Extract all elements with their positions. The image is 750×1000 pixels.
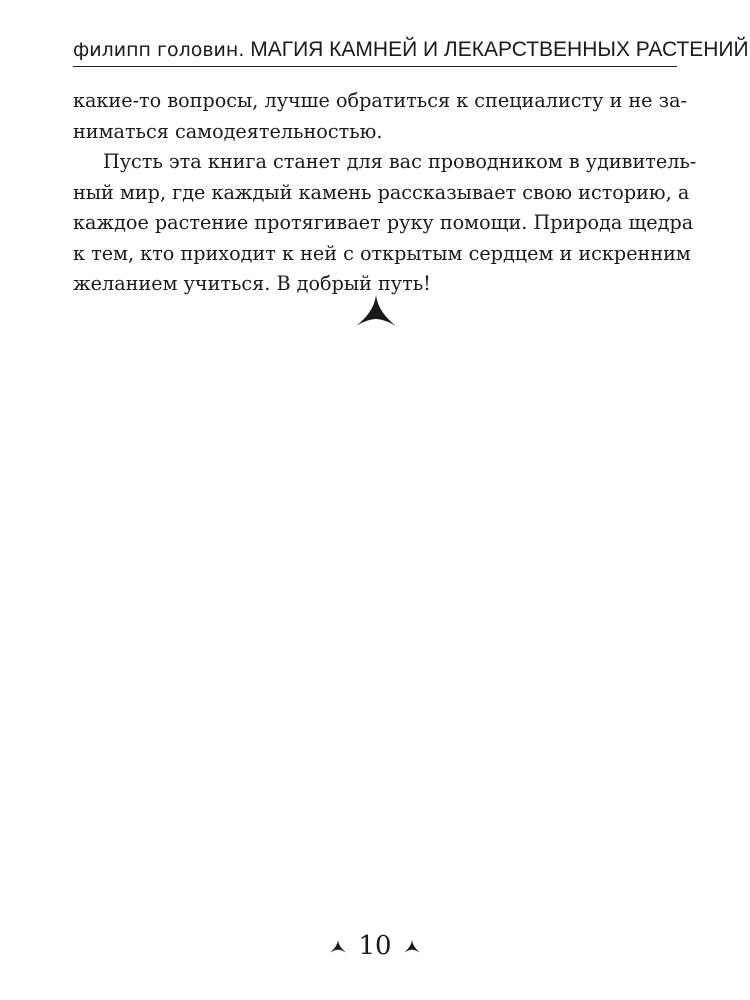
body-text xyxy=(73,86,697,300)
page-number: 10 xyxy=(358,931,392,961)
paragraph-1 xyxy=(73,86,687,147)
text-line: ниматься самодеятельностью. xyxy=(73,119,383,143)
arrowhead-left-icon xyxy=(330,940,346,953)
text-line: каждое растение протягивает руку помощи. Природа щедра xyxy=(73,211,694,234)
arrowhead-ornament-icon xyxy=(356,295,396,327)
text-line: какие-то вопросы, лучше обратиться к специалисту и не за- xyxy=(73,89,687,112)
page-footer xyxy=(0,928,750,964)
header-title: МАГИЯ КАМНЕЙ И ЛЕКАРСТВЕННЫХ РАСТЕНИЙ xyxy=(250,38,749,61)
header-author: филипп головин. xyxy=(73,39,245,61)
text-line: к тем, кто приходит к ней с открытым сердцем и искренним xyxy=(73,241,691,265)
running-header xyxy=(73,36,749,67)
arrowhead-right-icon xyxy=(404,940,420,953)
paragraph-2 xyxy=(73,147,697,300)
text-line: Пусть эта книга станет для вас проводником в удивитель- xyxy=(103,150,697,173)
text-line: ный мир, где каждый камень рассказывает свою историю, а xyxy=(73,180,690,204)
text-line: желанием учиться. В добрый путь! xyxy=(73,272,431,295)
